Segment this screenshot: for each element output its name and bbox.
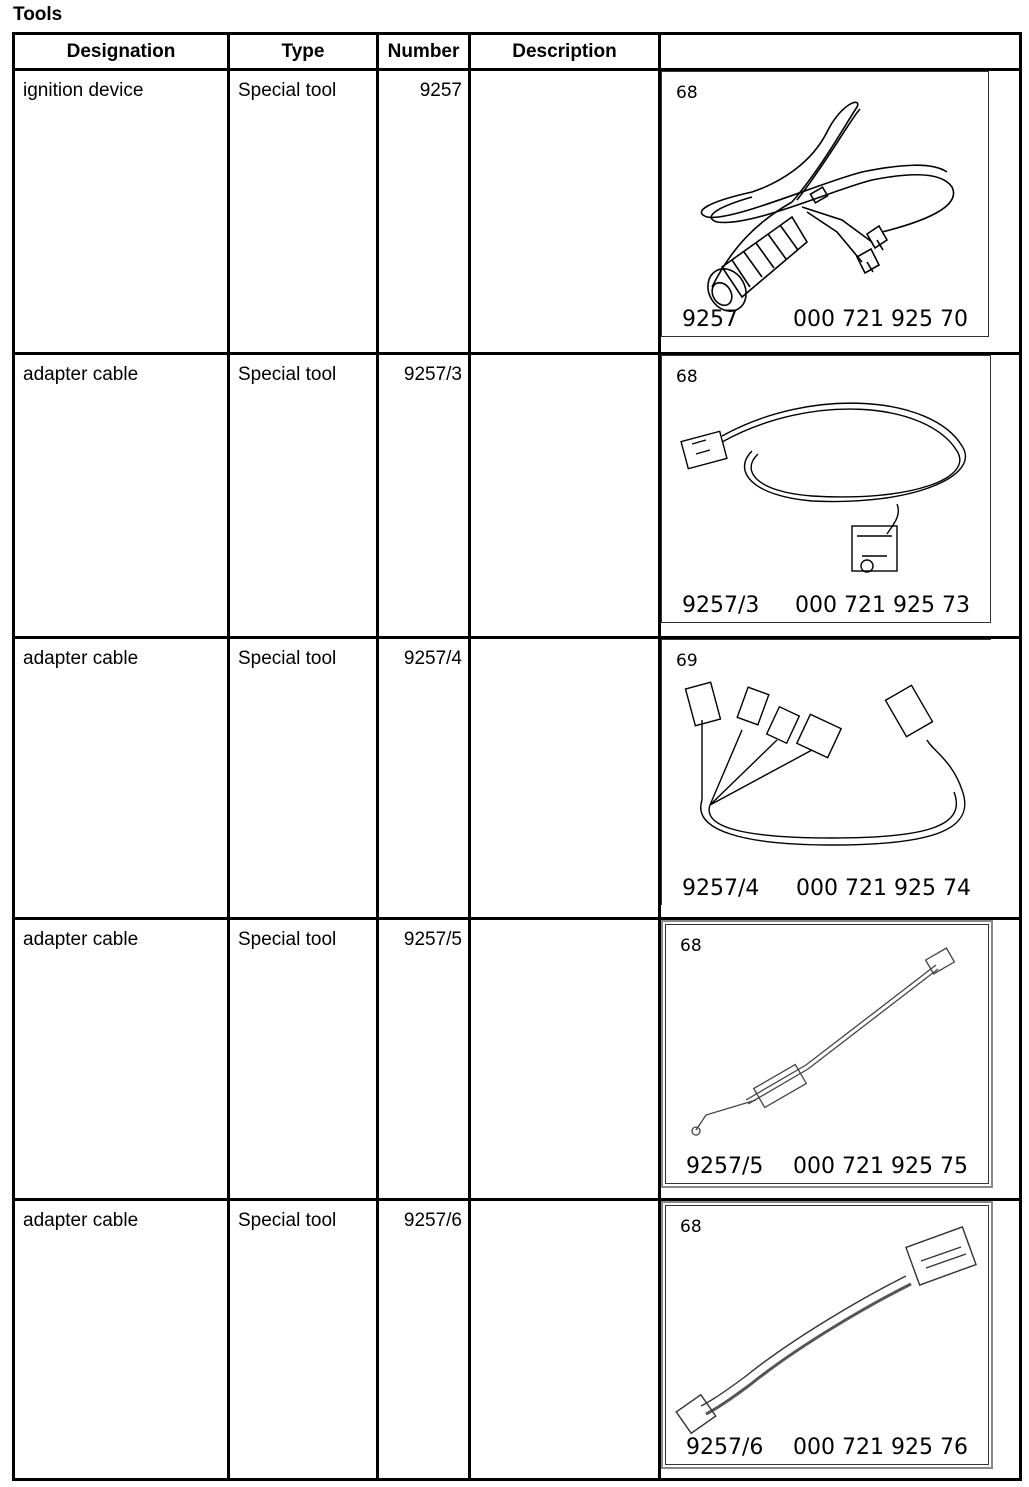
figure-tool-number: 9257/6 (686, 1435, 764, 1460)
tool-figure (661, 71, 989, 337)
type-cell: Special tool (238, 364, 337, 385)
figure-part-number: 000 721 925 74 (796, 876, 971, 901)
tool-figure (661, 355, 991, 623)
type-cell: Special tool (238, 1210, 337, 1231)
table-row (14, 70, 1021, 354)
description-cell (471, 355, 658, 364)
figure-part-number: 000 721 925 70 (793, 307, 968, 332)
table-header-row (14, 34, 1021, 70)
table-row (14, 1200, 1021, 1480)
figure-code: 68 (680, 936, 702, 956)
figure-code: 69 (676, 651, 698, 671)
figure-part-number: 000 721 925 76 (793, 1435, 968, 1460)
table-row (14, 919, 1021, 1200)
description-cell (471, 71, 658, 80)
ignition-device-drawing (662, 72, 987, 335)
designation-cell: adapter cable (23, 1210, 139, 1231)
tools-table (12, 32, 1022, 1481)
tool-figure (661, 1201, 993, 1469)
number-cell: 9257/6 (403, 1210, 462, 1231)
figure-code: 68 (676, 367, 698, 387)
type-cell: Special tool (238, 648, 337, 669)
number-cell: 9257/3 (403, 364, 462, 385)
figure-part-number: 000 721 925 73 (795, 593, 970, 618)
description-cell (471, 639, 658, 648)
figure-part-number: 000 721 925 75 (793, 1154, 968, 1179)
header-image (660, 34, 1021, 70)
adapter-cable-drawing (666, 925, 988, 1185)
adapter-cable-drawing (662, 640, 989, 903)
description-cell (471, 920, 658, 929)
figure-tool-number: 9257 (682, 307, 738, 332)
figure-code: 68 (680, 1217, 702, 1237)
number-cell: 9257/4 (403, 648, 462, 669)
tool-figure (661, 920, 993, 1188)
number-cell: 9257 (419, 80, 462, 101)
adapter-cable-drawing (666, 1206, 988, 1466)
designation-cell: adapter cable (23, 364, 139, 385)
tool-figure (661, 639, 991, 905)
header-description: Description (470, 34, 660, 70)
table-row (14, 638, 1021, 919)
figure-tool-number: 9257/5 (686, 1154, 764, 1179)
header-number: Number (378, 34, 470, 70)
designation-cell: adapter cable (23, 648, 139, 669)
figure-tool-number: 9257/3 (682, 593, 760, 618)
adapter-cable-drawing (662, 356, 989, 621)
type-cell: Special tool (238, 929, 337, 950)
header-designation: Designation (14, 34, 229, 70)
designation-cell: ignition device (23, 80, 144, 101)
header-type: Type (229, 34, 378, 70)
description-cell (471, 1201, 658, 1210)
figure-code: 68 (676, 83, 698, 103)
table-row (14, 354, 1021, 638)
figure-tool-number: 9257/4 (682, 876, 760, 901)
designation-cell: adapter cable (23, 929, 139, 950)
page-title: Tools (13, 4, 63, 25)
type-cell: Special tool (238, 80, 337, 101)
number-cell: 9257/5 (403, 929, 462, 950)
